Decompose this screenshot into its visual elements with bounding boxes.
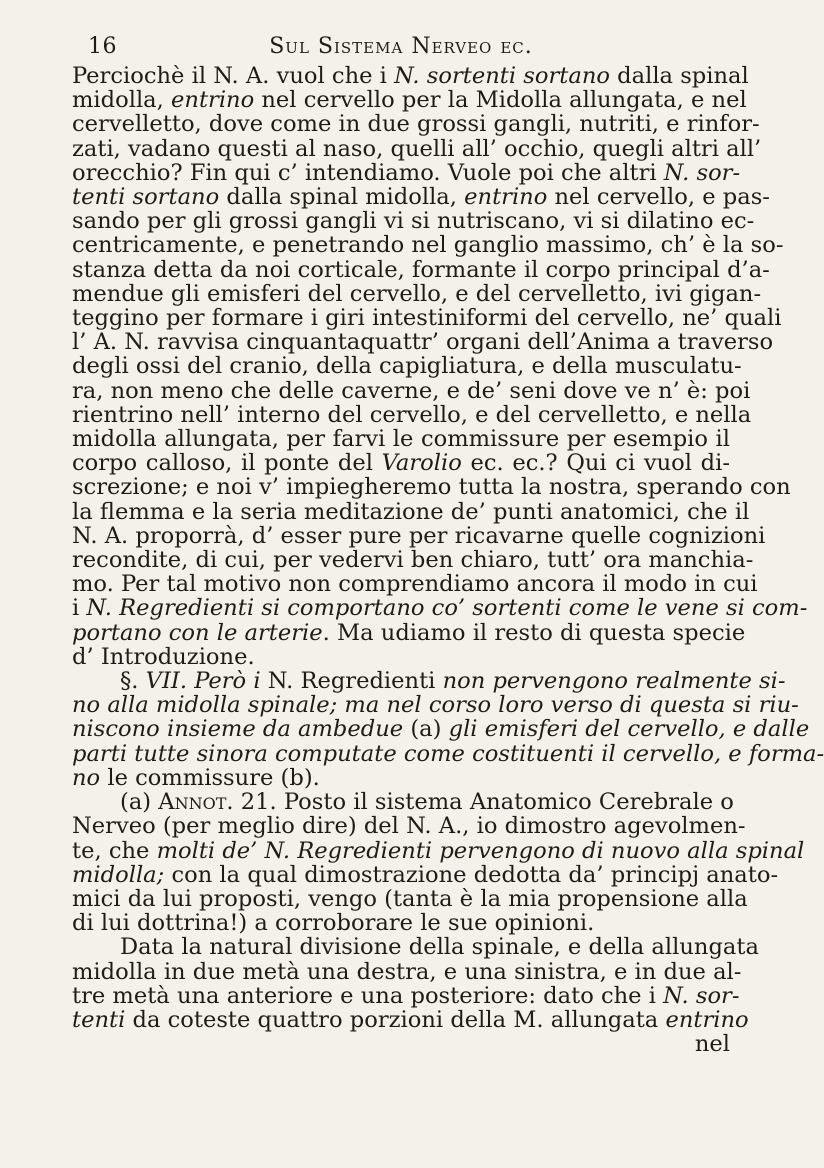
text-line: di lui dottrina!) a corroborare le sue opinioni. — [72, 910, 595, 937]
text-line: midolla in due metà una destra, e una sinistra, e in due al- — [72, 958, 742, 985]
text-line: portano con le arterie. Ma udiamo il resto di questa specie — [72, 619, 746, 646]
text-line: corpo calloso, il ponte del Varolio ec. ec.? Qui ci vuol di- — [72, 450, 731, 477]
text-line: recondite, di cui, per vedervi ben chiaro, tutt’ ora manchia- — [72, 547, 754, 574]
text-line: degli ossi del cranio, della capigliatura, e della musculatu- — [72, 353, 742, 380]
page-number: 16 — [88, 34, 117, 59]
text-line: l’ A. N. ravvisa cinquantaquattr’ organi dell’Anima a traverso — [72, 329, 774, 356]
text-line: no le commissure (b). — [72, 764, 320, 791]
running-head: Sul Sistema Nerveo ec. — [269, 34, 533, 59]
page-header — [72, 30, 730, 64]
text-line: nel — [694, 1031, 730, 1058]
text-line: orecchio? Fin qui c’ intendiamo. Vuole poi che altri N. sor- — [72, 159, 741, 186]
text-line: mendue gli emisferi del cervello, e del cervelletto, ivi gigan- — [72, 280, 762, 307]
text-line: d’ Introduzione. — [72, 643, 255, 670]
text-line: midolla, entrino nel cervello per la Midolla allungata, e nel — [72, 87, 747, 114]
text-line: midolla allungata, per farvi le commissure per esempio il — [72, 426, 730, 453]
text-line: N. A. proporrà, d’ esser pure per ricavarne quelle cognizioni — [72, 522, 766, 549]
text-line: teggino per formare i giri intestiniformi del cervello, ne’ quali — [72, 305, 782, 332]
text-line: centricamente, e penetrando nel ganglio massimo, ch’ è la so- — [72, 232, 784, 259]
text-line: Data la natural divisione della spinale, e della allungata — [120, 934, 759, 961]
text-line: parti tutte sinora computate come costituenti il cervello, e forma- — [72, 740, 824, 767]
body-text — [72, 63, 824, 1058]
text-line: (a) Annot. 21. Posto il sistema Anatomico Cerebrale o — [120, 789, 734, 816]
text-line: Perciochè il N. A. vuol che i N. sortenti sortano dalla spinal — [72, 63, 749, 89]
text-line: la flemma e la seria meditazione de’ punti anatomici, che il — [72, 498, 750, 525]
text-line: screzione; e noi v’ impiegheremo tutta la nostra, sperando con — [72, 474, 791, 501]
text-line: rientrino nell’ interno del cervello, e del cervelletto, e nella — [72, 401, 752, 428]
text-line: cervelletto, dove come in due grossi gangli, nutriti, e rinfor- — [72, 111, 760, 138]
text-line: i N. Regredienti si comportano co’ sortenti come le vene si com- — [72, 595, 808, 622]
text-line: midolla; con la qual dimostrazione dedotta da’ principj anato- — [72, 861, 779, 888]
text-line: te, che molti de’ N. Regredienti pervengono di nuovo alla spinal — [72, 837, 805, 864]
text-line: sando per gli grossi gangli vi si nutriscano, vi si dilatino ec- — [72, 208, 755, 235]
text-line: niscono insieme da ambedue (a) gli emisferi del cervello, e dalle — [72, 716, 810, 743]
text-line: ra, non meno che delle caverne, e de’ seni dove ve n’ è: poi — [72, 377, 751, 404]
text-line: §. VII. Però i N. Regredienti non pervengono realmente si- — [120, 668, 786, 695]
text-line: stanza detta da noi corticale, formante il corpo principal d’a- — [72, 256, 770, 283]
text-line: tenti sortano dalla spinal midolla, entrino nel cervello, e pas- — [72, 184, 770, 211]
text-line: no alla midolla spinale; ma nel corso loro verso di questa si riu- — [72, 692, 799, 719]
text-line: Nerveo (per meglio dire) del N. A., io dimostro agevolmen- — [72, 813, 746, 840]
text-line: mo. Per tal motivo non comprendiamo ancora il modo in cui — [72, 571, 758, 598]
text-line: mici da lui proposti, vengo (tanta è la mia propensione alla — [72, 885, 748, 912]
text-line: tre metà una anteriore e una posteriore: dato che i N. sor- — [72, 982, 740, 1009]
text-line: zati, vadano questi al naso, quelli all’ occhio, quegli altri all’ — [72, 135, 762, 162]
text-line: tenti da coteste quattro porzioni della M. allungata entrino — [72, 1006, 749, 1033]
